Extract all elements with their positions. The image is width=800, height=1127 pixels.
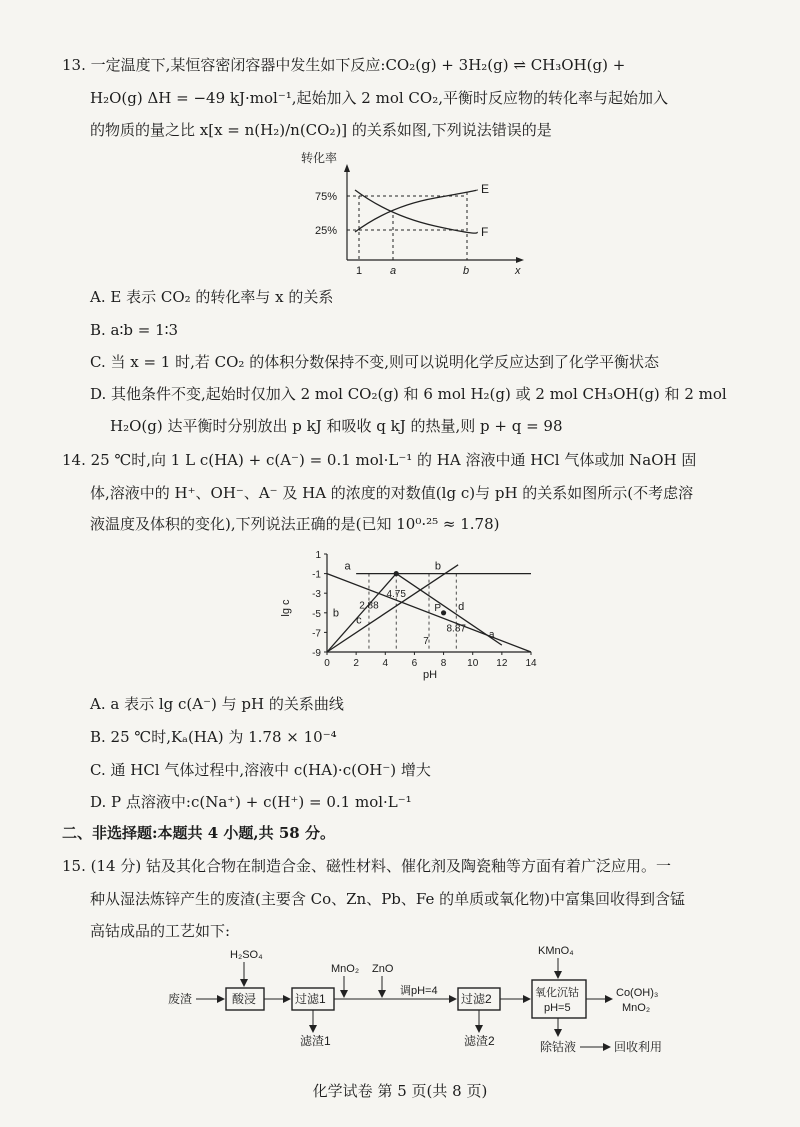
- y-tick-label: -9: [312, 648, 321, 659]
- series-label-c: c: [356, 614, 362, 627]
- flow-zno: ZnO: [372, 963, 394, 975]
- q13-option-c: C. 当 x = 1 时,若 CO₂ 的体积分数保持不变,则可以说明化学反应达到了化学平衡状态: [90, 353, 659, 371]
- series-label-b: b: [434, 560, 441, 573]
- flow-waste: 废渣: [168, 992, 193, 1006]
- q14-line3: 液温度及体积的变化),下列说法正确的是(已知 10⁰·²⁵ ≈ 1.78): [90, 515, 500, 533]
- q13-ytick-25: 25%: [315, 225, 338, 237]
- y-tick-label: 1: [315, 550, 321, 561]
- flow-cobalt-removed-liquid: 除钴液: [540, 1040, 577, 1054]
- q13-xlabel: x: [515, 265, 521, 277]
- q13-xtick-1: 1: [356, 265, 363, 277]
- q13-option-d-line2: H₂O(g) 达平衡时分别放出 p kJ 和吸收 q kJ 的热量,则 p + q = 98: [110, 417, 563, 435]
- q14-option-c: C. 通 HCl 气体过程中,溶液中 c(HA)·c(OH⁻) 增大: [90, 761, 431, 779]
- q15-line1: 15. (14 分) 钴及其化合物在制造合金、磁性材料、催化剂及陶瓷釉等方面有着广泛应用。一: [62, 857, 671, 875]
- q13-conversion-chart: [295, 148, 535, 278]
- q14-option-a: A. a 表示 lg c(A⁻) 与 pH 的关系曲线: [90, 695, 344, 713]
- x-tick-label: 8: [440, 658, 447, 669]
- y-tick-label: -3: [312, 589, 321, 601]
- chart-annotation: 8.87: [446, 623, 466, 635]
- flow-filter1: 过滤1: [295, 992, 326, 1006]
- series-label-a: a: [344, 560, 351, 573]
- flow-oxidation-line2: pH=5: [544, 1002, 571, 1014]
- flow-adjust-ph: 调pH=4: [400, 985, 438, 997]
- flow-mno2-reagent: MnO₂: [331, 963, 360, 975]
- q13-option-a: A. E 表示 CO₂ 的转化率与 x 的关系: [90, 288, 334, 306]
- chart-point-P: [441, 610, 446, 615]
- q13-xtick-b: b: [463, 265, 470, 277]
- q13-ylabel: 转化率: [301, 151, 338, 165]
- x-axis-label: pH: [423, 669, 438, 681]
- x-tick-label: 12: [496, 658, 508, 669]
- flow-oxidation-line1: 氧化沉钴: [535, 987, 579, 999]
- x-tick-label: 6: [411, 658, 418, 669]
- page-footer: 化学试卷 第 5 页(共 8 页): [312, 1082, 488, 1100]
- section-heading: 二、非选择题:本题共 4 小题,共 58 分。: [62, 824, 335, 842]
- q13-line2: H₂O(g) ΔH = −49 kJ·mol⁻¹,起始加入 2 mol CO₂,平衡时反应物的转化率与起始加入: [90, 89, 668, 107]
- flow-kmno4: KMnO₄: [538, 945, 574, 957]
- flow-recycle: 回收利用: [614, 1040, 663, 1054]
- flow-product-cooh3: Co(OH)₃: [616, 987, 659, 999]
- q14-line2: 体,溶液中的 H⁺、OH⁻、A⁻ 及 HA 的浓度的对数值(lg c)与 pH 的关系如图所示(不考虑溶: [90, 484, 694, 502]
- x-tick-label: 0: [324, 658, 330, 669]
- chart-annotation: 4.75: [386, 589, 406, 601]
- x-tick-label: 14: [525, 658, 537, 669]
- q13-option-d-line1: D. 其他条件不变,起始时仅加入 2 mol CO₂(g) 和 6 mol H₂(g) 或 2 mol CH₃OH(g) 和 2 mol: [90, 385, 727, 403]
- chart-annotation: a: [488, 629, 495, 641]
- y-tick-label: -5: [312, 608, 321, 620]
- flow-acid-leach: 酸浸: [232, 992, 257, 1006]
- q15-line2: 种从湿法炼锌产生的废渣(主要含 Co、Zn、Pb、Fe 的单质或氧化物)中富集回收得到含锰: [90, 890, 685, 908]
- series-label-b: b: [332, 607, 339, 620]
- q15-line3: 高钴成品的工艺如下:: [90, 922, 231, 940]
- y-axis-label: lg c: [280, 599, 292, 617]
- y-tick-label: -7: [312, 628, 321, 640]
- q13-label-F: F: [481, 225, 489, 239]
- q14-lgc-ph-chart: [275, 540, 555, 685]
- flow-h2so4: H₂SO₄: [230, 949, 263, 961]
- q13-xtick-a: a: [390, 265, 397, 277]
- flow-residue2: 滤渣2: [464, 1034, 495, 1048]
- q13-line3: 的物质的量之比 x[x = n(H₂)/n(CO₂)] 的关系如图,下列说法错误的是: [90, 121, 552, 139]
- q14-line1: 14. 25 ℃时,向 1 L c(HA) + c(A⁻) = 0.1 mol·L⁻¹ 的 HA 溶液中通 HCl 气体或加 NaOH 固: [62, 451, 697, 469]
- q14-option-b: B. 25 ℃时,Kₐ(HA) 为 1.78 × 10⁻⁴: [90, 728, 337, 746]
- q13-option-b: B. a∶b = 1∶3: [90, 321, 179, 339]
- q14-option-d: D. P 点溶液中:c(Na⁺) + c(H⁺) = 0.1 mol·L⁻¹: [90, 793, 412, 811]
- chart-annotation: 7: [423, 636, 429, 648]
- q13-line1: 13. 一定温度下,某恒容密闭容器中发生如下反应:CO₂(g) + 3H₂(g) ⇌ CH₃OH(g) +: [62, 56, 626, 74]
- flow-filter2: 过滤2: [461, 992, 492, 1006]
- chart-annotation: P: [434, 602, 442, 614]
- q15-process-flow: [160, 940, 720, 1065]
- chart-annotation: 2.88: [359, 600, 379, 612]
- chart-point-intersection: [394, 571, 399, 576]
- q13-ytick-75: 75%: [315, 191, 338, 203]
- x-tick-label: 10: [467, 658, 479, 669]
- series-label-d: d: [458, 600, 465, 613]
- flow-residue1: 滤渣1: [300, 1034, 331, 1048]
- x-tick-label: 2: [353, 658, 359, 669]
- y-tick-label: -1: [312, 569, 321, 581]
- q13-label-E: E: [481, 182, 490, 196]
- x-tick-label: 4: [382, 658, 389, 669]
- flow-product-mno2: MnO₂: [622, 1002, 651, 1014]
